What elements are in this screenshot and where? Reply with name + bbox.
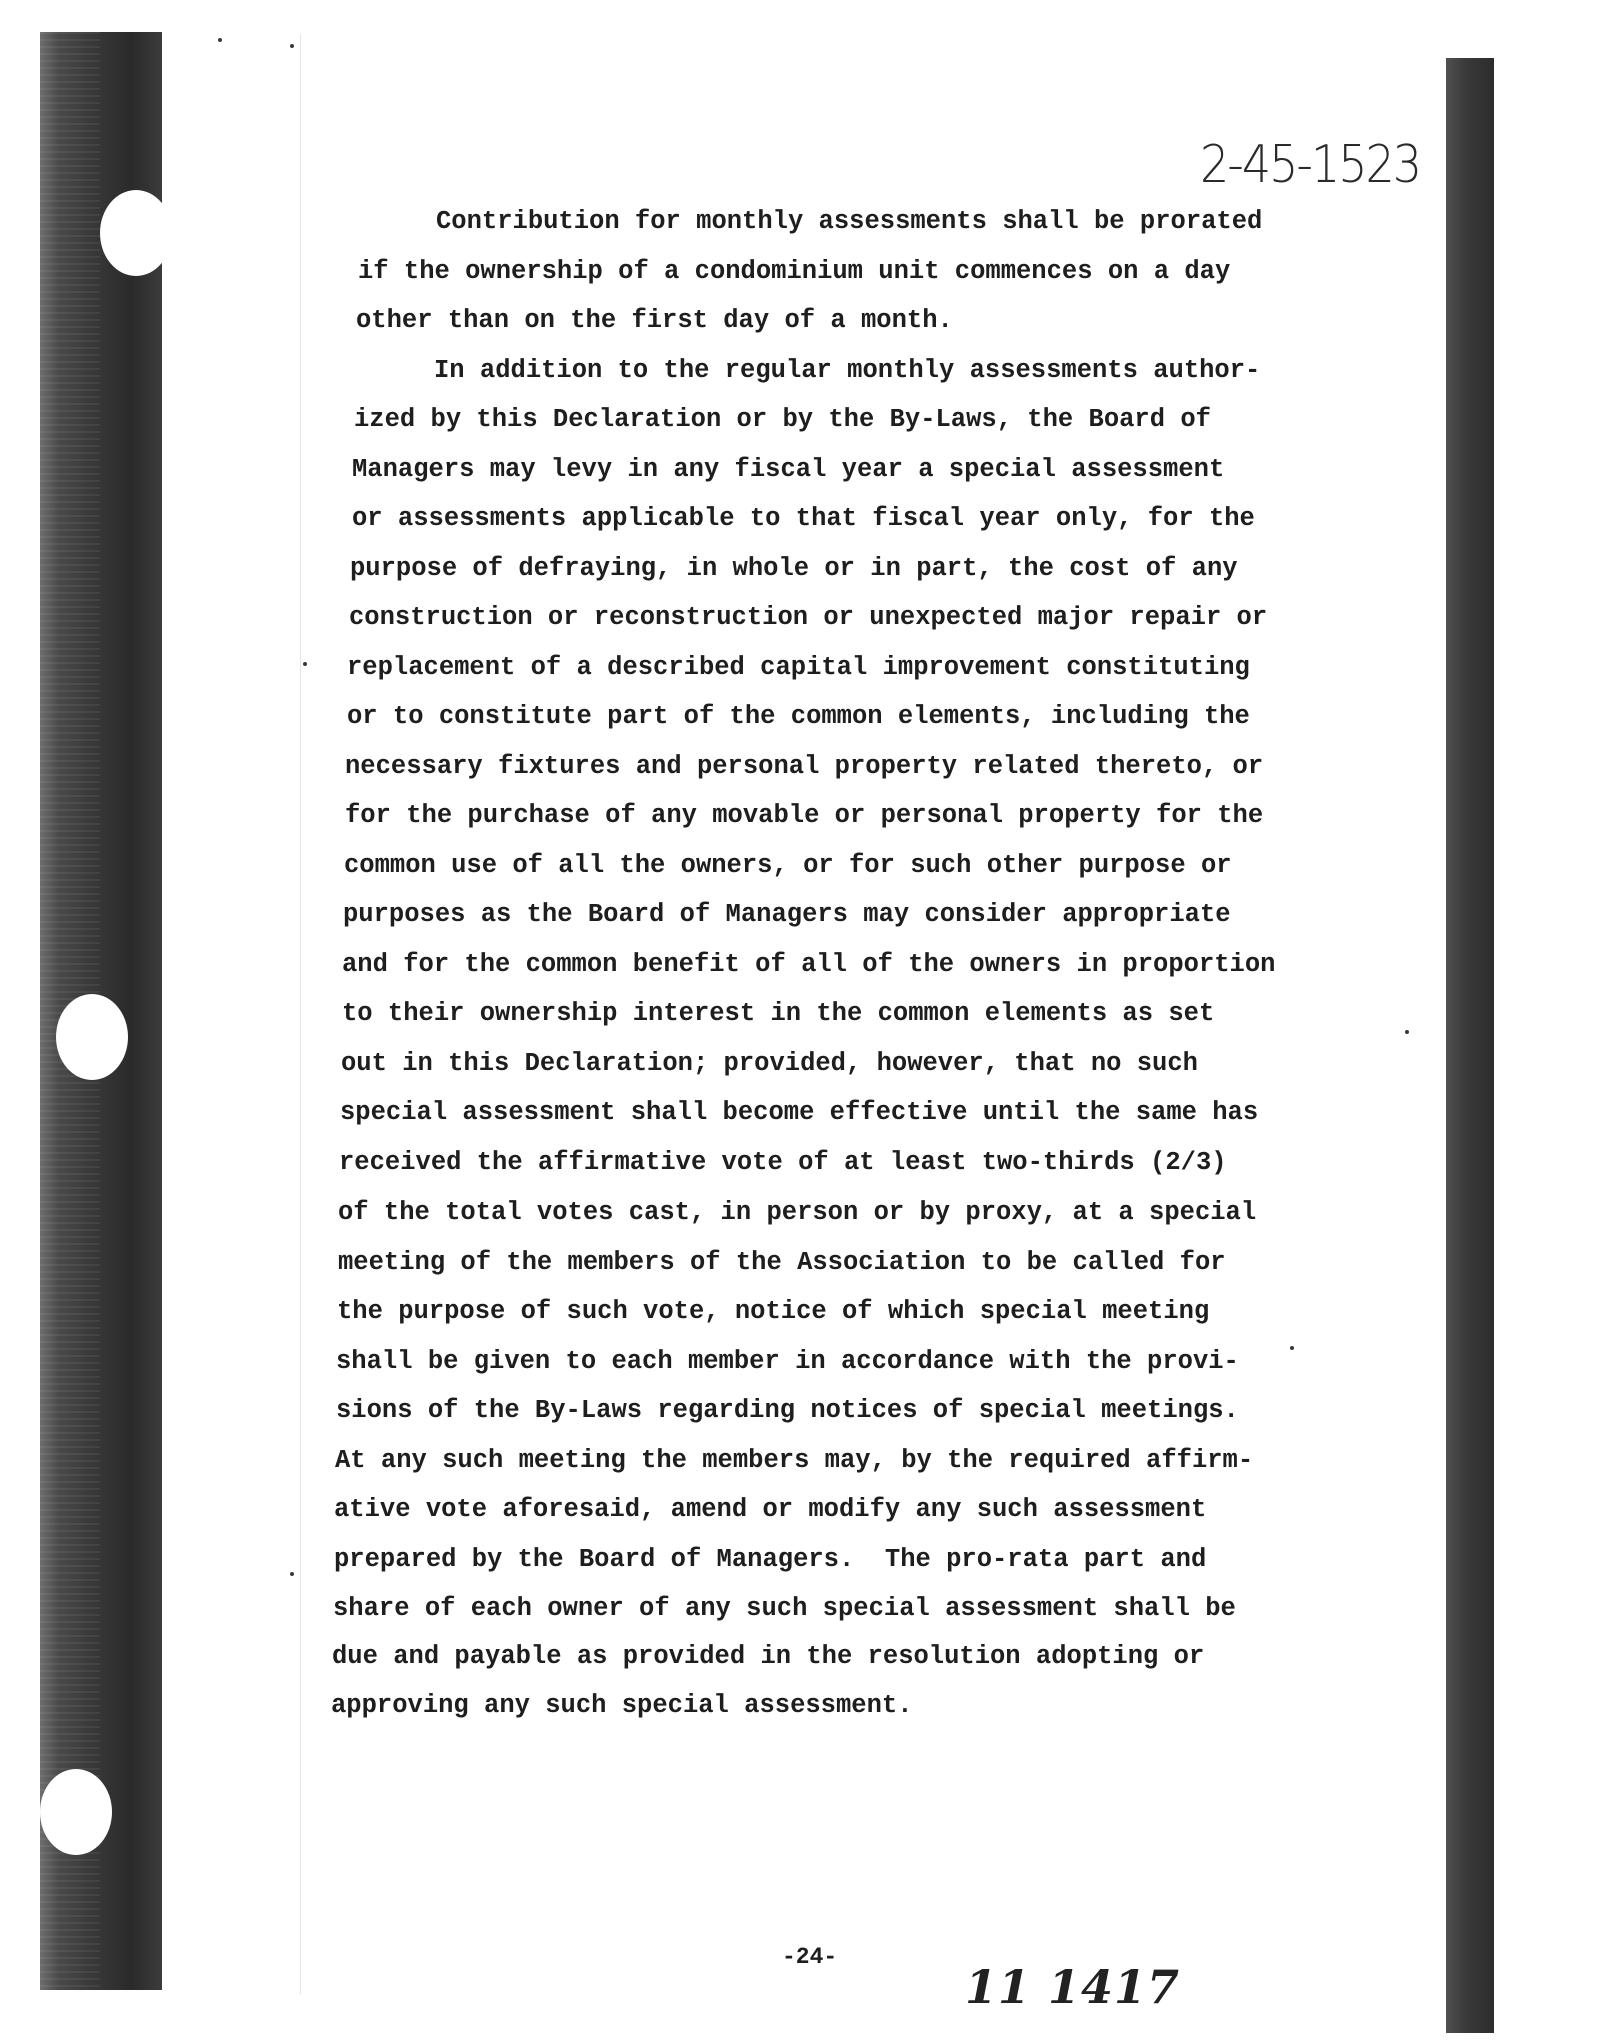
speck <box>303 662 307 666</box>
text-line: necessary fixtures and personal property related thereto, or <box>345 752 1264 781</box>
stamped-number: 11 1417 <box>965 1960 1181 2014</box>
text-line: other than on the first day of a month. <box>356 306 953 335</box>
text-line: Managers may levy in any fiscal year a special assessment <box>352 455 1225 484</box>
text-line: shall be given to each member in accordance with the provi- <box>336 1347 1239 1376</box>
page-number: -24- <box>782 1944 838 1970</box>
page-crease <box>300 34 301 1994</box>
text-line: In addition to the regular monthly assessments author- <box>434 356 1261 385</box>
speck <box>1405 1030 1409 1034</box>
text-line: At any such meeting the members may, by the required affirm- <box>335 1446 1254 1475</box>
text-line: due and payable as provided in the resolution adopting or <box>332 1642 1205 1671</box>
text-line: to their ownership interest in the common elements as set <box>342 999 1215 1028</box>
text-line: for the purchase of any movable or personal property for the <box>345 801 1264 830</box>
text-line: or to constitute part of the common elements, including the <box>347 702 1250 731</box>
speck <box>290 1572 294 1576</box>
text-line: received the affirmative vote of at least two-thirds (2/3) <box>339 1148 1227 1177</box>
text-line: special assessment shall become effective until the same has <box>340 1098 1259 1127</box>
punch-hole-top <box>100 190 172 276</box>
text-line: replacement of a described capital improvement constituting <box>347 653 1250 682</box>
punch-hole-bottom <box>40 1769 112 1855</box>
punch-hole-middle <box>56 994 128 1080</box>
text-line: purposes as the Board of Managers may consider appropriate <box>343 900 1231 929</box>
scan-edge-right <box>1446 58 1494 2033</box>
text-line: or assessments applicable to that fiscal year only, for the <box>352 504 1255 533</box>
document-number: 2-45-1523 <box>1200 134 1421 195</box>
text-line: if the ownership of a condominium unit commences on a day <box>358 257 1231 286</box>
text-line: meeting of the members of the Association to be called for <box>338 1248 1226 1277</box>
text-line: Contribution for monthly assessments shall be prorated <box>436 207 1263 236</box>
text-line: sions of the By-Laws regarding notices of special meetings. <box>336 1396 1239 1425</box>
speck <box>290 44 294 48</box>
text-line: share of each owner of any such special assessment shall be <box>333 1594 1236 1623</box>
text-line: ative vote aforesaid, amend or modify any such assessment <box>334 1495 1207 1524</box>
text-line: approving any such special assessment. <box>331 1691 913 1720</box>
text-line: and for the common benefit of all of the owners in proportion <box>342 950 1276 979</box>
speck <box>1290 1346 1294 1350</box>
speck <box>218 38 222 42</box>
text-line: out in this Declaration; provided, however, that no such <box>341 1049 1198 1078</box>
text-line: of the total votes cast, in person or by proxy, at a special <box>338 1198 1257 1227</box>
text-line: purpose of defraying, in whole or in part, the cost of any <box>350 554 1238 583</box>
text-line: the purpose of such vote, notice of which special meeting <box>337 1297 1210 1326</box>
text-line: prepared by the Board of Managers. The pro-rata part and <box>334 1545 1207 1574</box>
text-line: ized by this Declaration or by the By-Laws, the Board of <box>354 405 1211 434</box>
text-line: construction or reconstruction or unexpected major repair or <box>349 603 1268 632</box>
text-line: common use of all the owners, or for such other purpose or <box>344 851 1232 880</box>
